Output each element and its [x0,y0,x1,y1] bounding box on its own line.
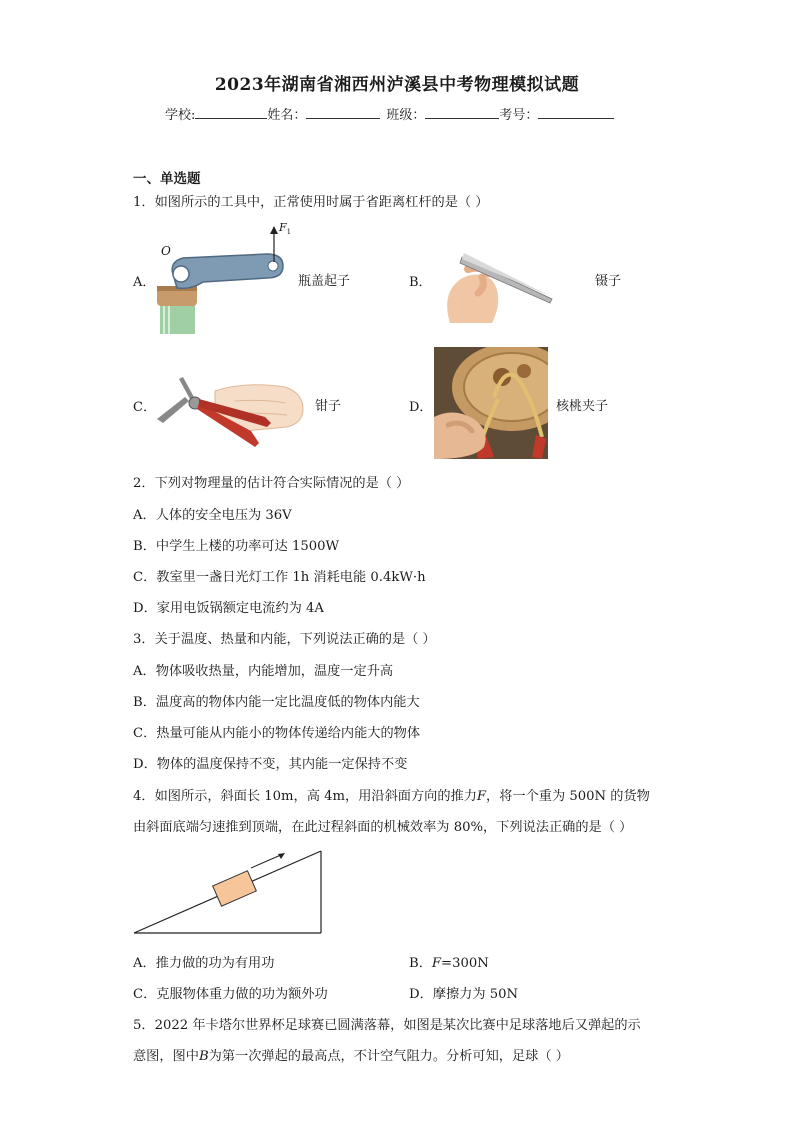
exam-number-blank[interactable] [538,106,614,119]
tweezers-image [442,247,555,323]
force-label-f1: $F_1$ [279,222,292,237]
q1-option-c-caption: 钳子 [315,399,342,414]
q2-option-a[interactable]: A．人体的安全电压为 36V [133,508,292,523]
pliers-image [155,373,307,451]
q1-option-c-letter[interactable]: C． [133,400,156,415]
cargo-block [213,871,257,906]
name-label: 姓名： [267,108,307,123]
name-blank[interactable] [306,106,380,119]
q4-option-a[interactable]: A．推力做的功为有用功 [133,956,275,971]
q4-stem-line2: 由斜面底端匀速推到顶端，在此过程斜面的机械效率为 80%，下列说法正确的是（ ） [133,820,633,835]
q2-option-b[interactable]: B．中学生上楼的功率可达 1500W [133,539,340,554]
q4-option-d[interactable]: D．摩擦力为 50N [409,987,519,1002]
school-blank[interactable] [195,106,267,119]
q3-option-c[interactable]: C．热量可能从内能小的物体传递给内能大的物体 [133,726,421,741]
q1-option-b-caption: 镊子 [595,274,622,289]
q3-option-b[interactable]: B．温度高的物体内能一定比温度低的物体内能大 [133,695,420,710]
exam-number-label: 考号： [499,108,539,123]
nutcracker-image [434,347,548,459]
q4-stem-line1: 4．如图所示，斜面长 10m，高 4m，用沿斜面方向的推力F，将一个重为 500N 的货物 [133,789,650,804]
class-label: 班级： [386,108,426,123]
q4-option-c[interactable]: C．克服物体重力做的功为额外功 [133,987,328,1002]
incline-diagram [133,846,323,936]
student-info-row [165,104,614,123]
q1-option-b-letter[interactable]: B． [409,275,432,290]
pivot-label-o: O [161,244,171,258]
q1-stem: 1．如图所示的工具中，正常使用时属于省距离杠杆的是（ ） [133,195,489,210]
class-blank[interactable] [425,106,499,119]
q1-option-d-caption: 核桃夹子 [556,399,609,414]
q3-option-a[interactable]: A．物体吸收热量，内能增加，温度一定升高 [133,664,394,679]
q2-option-c[interactable]: C．教室里一盏日光灯工作 1h 消耗电能 0.4kW·h [133,570,426,585]
q1-option-a-caption: 瓶盖起子 [298,274,351,289]
q5-stem-line2: 意图，图中B为第一次弹起的最高点，不计空气阻力。分析可知，足球（ ） [133,1049,569,1064]
bottle-opener-image [155,222,295,334]
school-label: 学校: [165,108,196,123]
q1-option-a-letter[interactable]: A． [133,275,156,290]
page-title: 2023年湖南省湘西州泸溪县中考物理模拟试题 [214,75,580,95]
section-heading: 一、单选题 [133,171,201,187]
q2-option-d[interactable]: D．家用电饭锅额定电流约为 4A [133,601,324,616]
q1-option-d-letter[interactable]: D． [409,400,433,415]
q3-stem: 3．关于温度、热量和内能，下列说法正确的是（ ） [133,632,436,647]
q5-stem-line1: 5．2022 年卡塔尔世界杯足球赛已圆满落幕，如图是某次比赛中足球落地后又弹起的示 [133,1018,641,1033]
q4-option-b[interactable]: B．F=300N [409,956,489,971]
q2-stem: 2．下列对物理量的估计符合实际情况的是（ ） [133,476,410,491]
q3-option-d[interactable]: D．物体的温度保持不变，其内能一定保持不变 [133,757,408,772]
